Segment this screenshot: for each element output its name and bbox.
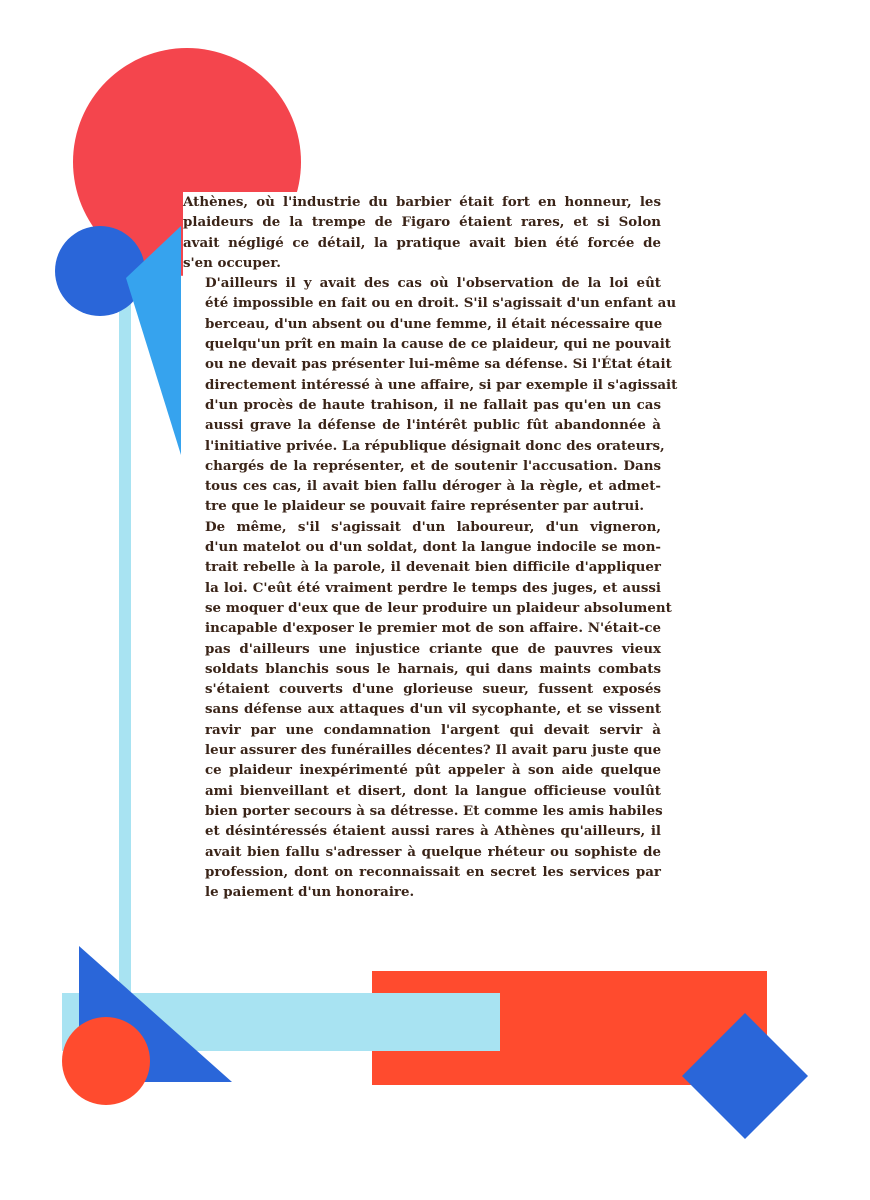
- text-line: profession, dont on reconnaissait en secret les services par: [205, 863, 661, 880]
- text-line: la loi. C'eût été vraiment perdre le temps des juges, et aussi: [205, 579, 661, 596]
- text-line: d'un procès de haute trahison, il ne fallait pas qu'en un cas: [205, 396, 661, 413]
- text-line: ou ne devait pas présenter lui-même sa défense. Si l'État était: [205, 356, 672, 373]
- text-line: s'en occuper.: [183, 254, 281, 271]
- article-text: [183, 192, 678, 902]
- text-line: ravir par une condamnation l'argent qui devait servir à: [205, 721, 661, 738]
- text-line: pas d'ailleurs une injustice criante que de pauvres vieux: [205, 640, 661, 657]
- text-line: avait négligé ce détail, la pratique avait bien été forcée de: [183, 234, 661, 251]
- text-line: l'initiative privée. La république désignait donc des orateurs,: [205, 437, 665, 454]
- blue-disc-top: [55, 226, 145, 316]
- text-line: s'étaient couverts d'une glorieuse sueur, fussent exposés: [205, 681, 661, 698]
- text-line: d'un matelot ou d'un soldat, dont la langue indocile se mon-: [205, 539, 661, 556]
- text-line: le paiement d'un honoraire.: [205, 884, 415, 901]
- text-line: été impossible en fait ou en droit. S'il s'agissait d'un enfant au: [205, 295, 677, 312]
- text-line: ce plaideur inexpérimenté pût appeler à son aide quelque: [205, 762, 661, 779]
- text-line: soldats blanchis sous le harnais, qui dans maints combats: [205, 660, 661, 677]
- text-line: quelqu'un prît en main la cause de ce plaideur, qui ne pouvait: [205, 336, 671, 353]
- text-line: avait bien fallu s'adresser à quelque rhéteur ou sophiste de: [205, 843, 661, 860]
- text-line: Athènes, où l'industrie du barbier était fort en honneur, les: [183, 194, 661, 210]
- text-line: plaideurs de la trempe de Figaro étaient rares, et si Solon: [183, 214, 661, 231]
- text-line: leur assurer des funérailles décentes? Il avait paru juste que: [205, 742, 662, 759]
- text-line: directement intéressé à une affaire, si par exemple il s'agissait: [205, 376, 678, 393]
- text-line: bien porter secours à sa détresse. Et comme les amis habiles: [205, 802, 663, 819]
- paragraph: [183, 192, 661, 273]
- text-line: D'ailleurs il y avait des cas où l'observation de la loi eût: [205, 275, 661, 292]
- paragraph: [183, 273, 678, 517]
- text-line: incapable d'exposer le premier mot de son affaire. N'était-ce: [205, 620, 661, 637]
- text-line: sans défense aux attaques d'un vil sycophante, et se vissent: [205, 701, 661, 718]
- paragraph: [183, 517, 672, 903]
- text-line: berceau, d'un absent ou d'une femme, il était nécessaire que: [205, 315, 663, 332]
- text-line: tous ces cas, il avait bien fallu déroger à la règle, et admet-: [205, 478, 661, 495]
- text-line: trait rebelle à la parole, il devenait bien difficile d'appliquer: [205, 559, 661, 576]
- pale-blue-vertical-bar: [119, 262, 131, 992]
- text-line: aussi grave la défense de l'intérêt public fût abandonnée à: [205, 417, 661, 434]
- text-line: De même, s'il s'agissait d'un laboureur, d'un vigneron,: [205, 518, 661, 535]
- text-line: chargés de la représenter, et de soutenir l'accusation. Dans: [205, 457, 661, 474]
- text-line: tre que le plaideur se pouvait faire représenter par autrui.: [205, 498, 645, 515]
- text-line: ami bienveillant et disert, dont la langue officieuse voulût: [205, 782, 661, 799]
- orange-red-disc-bottom: [62, 1017, 150, 1105]
- text-line: se moquer d'eux que de leur produire un plaideur absolument: [205, 599, 672, 616]
- text-line: et désintéressés étaient aussi rares à Athènes qu'ailleurs, il: [205, 823, 661, 840]
